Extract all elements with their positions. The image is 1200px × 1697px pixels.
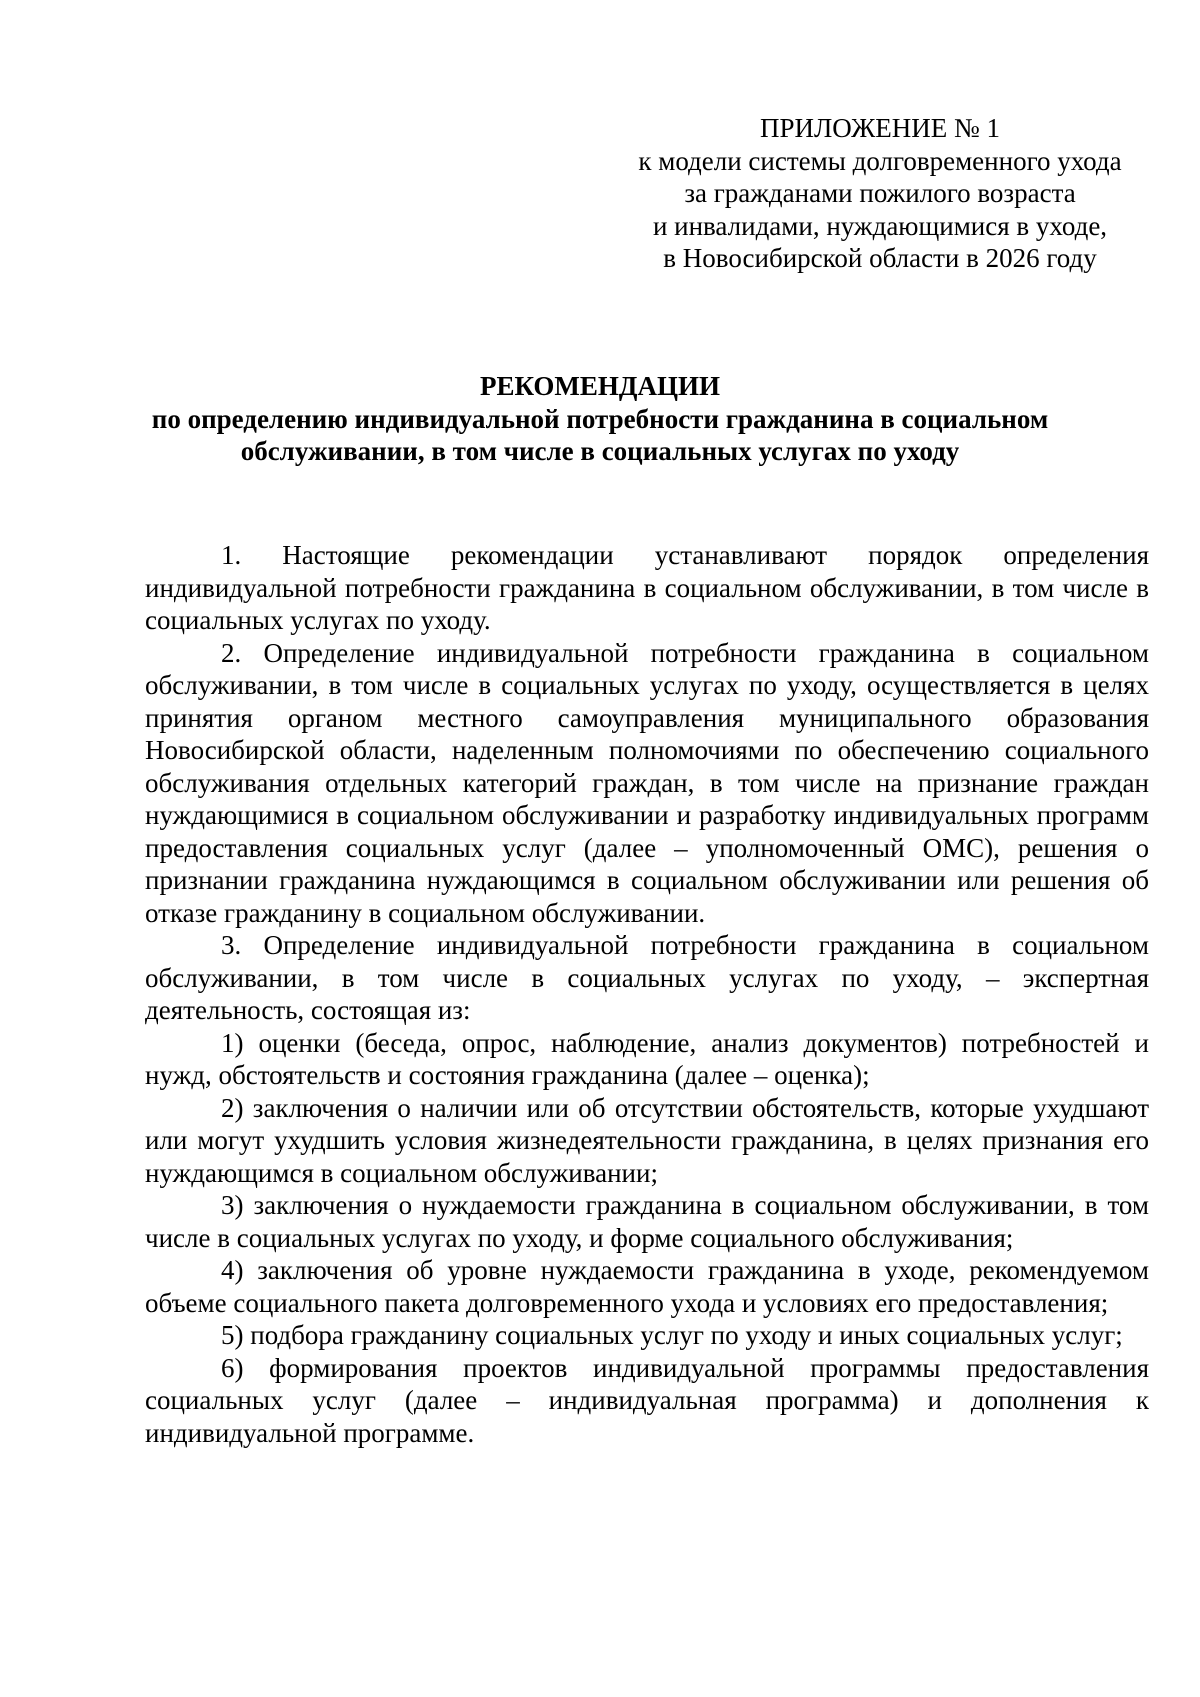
- paragraph-1: 1. Настоящие рекомендации устанавливают порядок определения индивидуальной потребности гражданина в социальном обслуживании, в том числе в социальных услугах по уходу.: [145, 540, 1149, 635]
- appendix-line: в Новосибирской области в 2026 году: [663, 243, 1097, 273]
- title-heading: РЕКОМЕНДАЦИИ: [480, 371, 720, 401]
- appendix-title: ПРИЛОЖЕНИЕ № 1: [759, 113, 1001, 143]
- title-subtitle-line: обслуживании, в том числе в социальных услугах по уходу: [240, 436, 960, 466]
- appendix-line: к модели системы долговременного ухода: [638, 145, 1122, 176]
- list-item-6: 6) формирования проектов индивидуальной программы предоставления социальных услуг (далее – индивидуальная программа) и дополнения к индивидуальной программе.: [145, 1352, 1149, 1448]
- appendix-line: за гражданами пожилого возраста: [684, 178, 1076, 208]
- document-body: [145, 539, 1149, 1449]
- list-item-4: 4) заключения об уровне нуждаемости гражданина в уходе, рекомендуемом объеме социального пакета долговременного ухода и условиях его предоставления;: [145, 1255, 1149, 1318]
- appendix-header: [580, 112, 1180, 275]
- list-item-1: 1) оценки (беседа, опрос, наблюдение, анализ документов) потребностей и нужд, обстоятельств и состояния гражданина (далее – оценка);: [145, 1027, 1149, 1090]
- document-title: [130, 370, 1070, 468]
- appendix-line: и инвалидами, нуждающимися в уходе,: [652, 210, 1108, 241]
- paragraph-2: 2. Определение индивидуальной потребности гражданина в социальном обслуживании, в том числе в социальных услугах по уходу, осуществляется в целях принятия органом местного самоуправления муниципального образования Новосибирской области, наделенным полномочиями по обеспечению социального обслуживания отдельных категорий граждан, в том числе на признание граждан нуждающимися в социальном обслуживании и разработку индивидуальных программ предоставления социальных услуг (далее – уполномоченный ОМС), решения о признании гражданина нуждающимся в социальном обслуживании или решения об отказе гражданину в социальном обслуживании.: [145, 637, 1149, 928]
- list-item-3: 3) заключения о нуждаемости гражданина в социальном обслуживании, в том числе в социальных услугах по уходу, и форме социального обслуживания;: [145, 1190, 1149, 1253]
- list-item-2: 2) заключения о наличии или об отсутствии обстоятельств, которые ухудшают или могут ухудшить условия жизнедеятельности гражданина, в целях признания его нуждающимся в социальном обслуживании;: [145, 1092, 1149, 1188]
- paragraph-3: 3. Определение индивидуальной потребности гражданина в социальном обслуживании, в том числе в социальных услугах по уходу, – экспертная деятельность, состоящая из:: [145, 930, 1149, 1025]
- list-item-5: 5) подбора гражданину социальных услуг по уходу и иных социальных услуг;: [221, 1320, 1123, 1350]
- title-subtitle-line: по определению индивидуальной потребности гражданина в социальном: [151, 403, 1049, 434]
